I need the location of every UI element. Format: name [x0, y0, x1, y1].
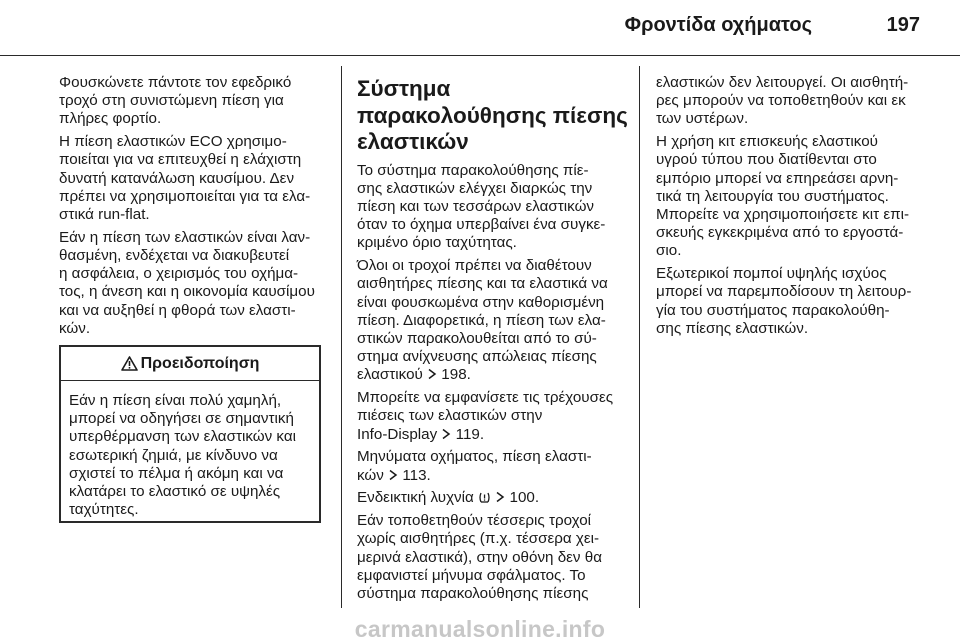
page-reference[interactable]: 198.: [441, 366, 471, 384]
paragraph-info-display: Μπορείτε να εμφανίσετε τις τρέχουσες πιέσεις των ελαστικών στην Info-Display 119.: [357, 389, 614, 443]
warning-header: [61, 347, 319, 381]
paragraph-transmitters: Εξωτερικοί πομποί υψηλής ισχύος μπορεί να παρεμποδίσουν τη λειτουρ- γία του συστήματος παρακολούθη- σης πίεσης ελαστικών.: [656, 265, 912, 337]
section-heading: Σύστημα παρακολούθησης πίεσης ελαστικών: [357, 76, 628, 154]
column-divider-2: [639, 66, 640, 608]
page-number: 197: [886, 14, 920, 36]
page-reference[interactable]: 100.: [509, 489, 540, 507]
warning-box: [59, 345, 321, 523]
watermark: carmanualsonline.info: [354, 616, 606, 642]
page-reference[interactable]: 119.: [455, 425, 485, 443]
page-reference-arrow-icon: [495, 491, 505, 503]
column-left: [59, 74, 324, 343]
paragraph-repair-kit: Η χρήση κιτ επισκευής ελαστικού υγρού τύπου που διατίθενται στο εμπόριο μπορεί να επηρεάσει αρνη- τικά τη λειτουργία του συστήματος. Μπορείτε να χρησιμοποιήσετε κιτ επι- σκευής εγκεκριμένα από το εργοστά- σιο.: [656, 133, 910, 260]
paragraph-sensors-retrofit: ελαστικών δεν λειτουργεί. Οι αισθητή- ρες μπορούν να τοποθετηθούν και εκ των υστέρων.: [656, 74, 909, 128]
page-reference[interactable]: 113.: [402, 466, 431, 484]
paragraph-no-sensors: Εάν τοποθετηθούν τέσσερις τροχοί χωρίς αισθητήρες (π.χ. τέσσερα χει- μερινά ελαστικά), στην οθόνη δεν θα εμφανιστεί μήνυμα σφάλματος. Το σύστημα παρακολούθησης πίεσης: [357, 512, 602, 602]
paragraph-eco-pressure: Η πίεση ελαστικών ECO χρησιμο- ποιείται για να επιτευχθεί η ελάχιστη δυνατή κατανάλωση καυσίμου. Δεν πρέπει να χρησιμοποιείται για τα ελα- στικά run-flat.: [59, 133, 311, 224]
warning-triangle-icon: [121, 356, 138, 371]
page-reference-arrow-icon: [388, 469, 398, 481]
column-right: [656, 74, 928, 343]
paragraph-tpms-intro: Το σύστημα παρακολούθησης πίε- σης ελαστικών ελέγχει διαρκώς την πίεση και των τεσσάρων ελαστικών όταν το όχημα υπερβαίνει ένα συγκε- κριμένο όριο ταχύτητας.: [357, 161, 606, 252]
page-reference-arrow-icon: [441, 428, 451, 440]
paragraph-spare-wheel: Φουσκώνετε πάντοτε τον εφεδρικό τροχό στη συνιστώμενη πίεση για πλήρες φορτίο.: [59, 74, 292, 128]
column-middle: [357, 76, 628, 608]
paragraph-vehicle-messages: Μηνύματα οχήματος, πίεση ελαστι- κών 113.: [357, 448, 592, 484]
warning-title: Προειδοποίηση: [140, 354, 260, 372]
column-divider-1: [341, 66, 342, 608]
paragraph-wrong-pressure: Εάν η πίεση των ελαστικών είναι λαν- θασμένη, ενδέχεται να διακυβευτεί η ασφάλεια, ο χειρισμός του οχήμα- τος, η άνεση και η οικονομία καυσίμου και να αυξηθεί η φθορά των ελαστι- κών.: [59, 228, 315, 337]
paragraph-control-lamp: Ενδεικτική λυχνία 100.: [357, 489, 540, 507]
page-reference-arrow-icon: [427, 368, 437, 380]
tire-pressure-lamp-icon: [478, 491, 491, 504]
page-header-title: Φροντίδα οχήματος: [624, 14, 812, 36]
warning-text: Εάν η πίεση είναι πολύ χαμηλή, μπορεί να οδηγήσει σε σημαντική υπερθέρμανση των ελαστικών και εσωτερική ζημιά, με κίνδυνο να σχιστεί το πέλμα ή ακόμη και να κλατάρει το ελαστικό σε υψηλές ταχύτητες.: [69, 392, 296, 519]
paragraph-sensors: Όλοι οι τροχοί πρέπει να διαθέτουν αισθητήρες πίεσης και τα ελαστικά να είναι φουσκωμένα στην καθορισμένη πίεση. Διαφορετικά, η πίεση των ελα- στικών παρακολουθείται από το σύ- στημα ανίχνευσης απώλειας πίεσης ελαστικού 198.: [357, 257, 608, 384]
header-divider: [0, 55, 960, 56]
